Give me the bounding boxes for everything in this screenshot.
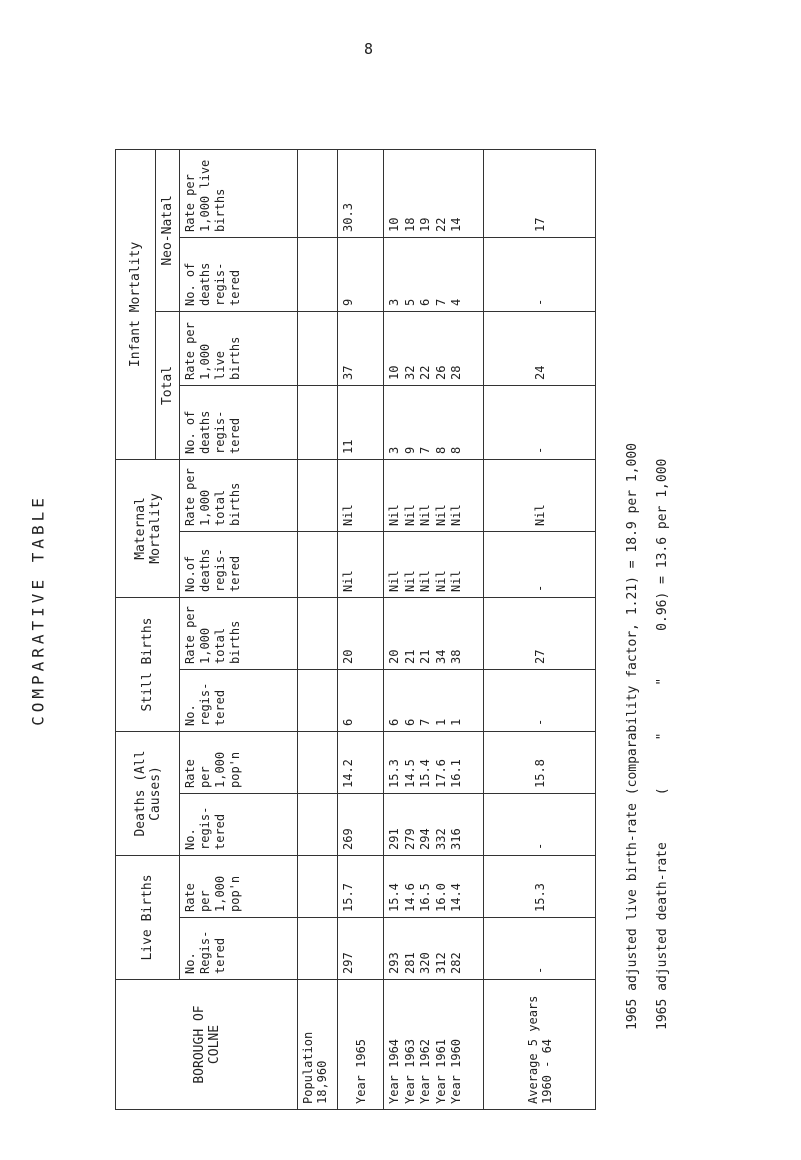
- current-it-rate: 37: [338, 311, 384, 385]
- cell-value: 294: [418, 828, 433, 850]
- cell-value: Nil: [387, 570, 401, 592]
- previous-mm-no: [384, 531, 484, 597]
- cell-value: 316: [449, 828, 464, 850]
- year-label: Year 1961: [433, 1038, 448, 1104]
- group-header-row: [116, 149, 156, 1109]
- cell-value: Nil: [449, 570, 464, 592]
- nn-rate-header: Rate per 1,000 live births: [180, 149, 298, 237]
- total-subgroup: Total: [156, 311, 180, 459]
- cell-value: 20: [387, 649, 401, 664]
- mm-no-header: No.of deaths regis-tered: [180, 531, 298, 597]
- year-label: Year 1963: [402, 1038, 417, 1104]
- column-header-row: [180, 149, 298, 1109]
- footnote-text: 1965 adjusted death-rate ( " " 0.96) = 13.6 per 1,000: [655, 458, 670, 1030]
- still-births-group: Still Births: [116, 597, 180, 731]
- cell-value: 21: [418, 649, 433, 664]
- previous-d-rate: [384, 732, 484, 794]
- current-d-no: 269: [338, 794, 384, 856]
- cell-value: 21: [402, 649, 417, 664]
- cell-value: 10: [387, 365, 401, 380]
- average-label: Average 5 years 1960 - 64: [484, 980, 596, 1110]
- cell-value: 10: [387, 217, 401, 232]
- cell-value: 3: [387, 298, 401, 306]
- cell-value: 282: [449, 952, 464, 974]
- it-no-header: No. of deaths regis-tered: [180, 385, 298, 459]
- cell-value: 332: [433, 828, 448, 850]
- cell-value: 14: [449, 217, 464, 232]
- cell-value: 293: [387, 952, 401, 974]
- cell-value: 6: [418, 298, 433, 306]
- cell-value: Nil: [449, 504, 464, 526]
- cell-value: Nil: [402, 504, 417, 526]
- cell-value: 16.1: [449, 759, 464, 788]
- previous-it-rate: [384, 311, 484, 385]
- average-lb-no: -: [484, 918, 596, 980]
- lb-rate-header: Rate per 1,000 pop'n: [180, 856, 298, 918]
- cell-value: 3: [387, 446, 401, 454]
- cell-value: 32: [402, 365, 417, 380]
- current-lb-no: 297: [338, 918, 384, 980]
- maternal-group: Maternal Mortality: [116, 459, 180, 597]
- current-sb-no: 6: [338, 670, 384, 732]
- cell-value: Nil: [418, 504, 433, 526]
- current-mm-no: Nil: [338, 531, 384, 597]
- page-title-text: COMPARATIVE TABLE: [28, 494, 48, 726]
- cell-value: 4: [449, 298, 464, 306]
- deaths-group: Deaths (All Causes): [116, 732, 180, 856]
- average-it-rate: 24: [484, 311, 596, 385]
- current-year-label: Year 1965: [338, 980, 384, 1110]
- cell-value: 1: [433, 718, 448, 726]
- d-no-header: No. regis-tered: [180, 794, 298, 856]
- page-number: 8: [364, 40, 374, 58]
- cell-value: 6: [402, 718, 417, 726]
- cell-value: 7: [418, 718, 433, 726]
- infant-group: Infant Mortality: [116, 149, 156, 459]
- cell-value: Nil: [433, 570, 448, 592]
- cell-value: 5: [402, 298, 417, 306]
- previous-nn-no: [384, 237, 484, 311]
- cell-value: 6: [387, 718, 401, 726]
- cell-value: 281: [402, 952, 417, 974]
- average-d-rate: 15.8: [484, 732, 596, 794]
- cell-value: 19: [418, 217, 433, 232]
- lb-no-header: No. Regis-tered: [180, 918, 298, 980]
- previous-nn-rate: [384, 149, 484, 237]
- live-births-group: Live Births: [116, 856, 180, 980]
- average-nn-no: -: [484, 237, 596, 311]
- cell-value: 1: [449, 718, 464, 726]
- previous-it-no: [384, 385, 484, 459]
- average-d-no: -: [484, 794, 596, 856]
- cell-value: 17.6: [433, 759, 448, 788]
- previous-lb-rate: [384, 856, 484, 918]
- cell-value: 22: [433, 217, 448, 232]
- previous-lb-no: [384, 918, 484, 980]
- cell-value: 28: [449, 365, 464, 380]
- sb-rate-header: Rate per 1,000 total births: [180, 597, 298, 669]
- average-sb-no: -: [484, 670, 596, 732]
- cell-value: 279: [402, 828, 417, 850]
- cell-value: Nil: [402, 570, 417, 592]
- average-mm-rate: Nil: [484, 459, 596, 531]
- d-rate-header: Rate per 1,000 pop'n: [180, 732, 298, 794]
- cell-value: 8: [433, 446, 448, 454]
- current-year-row: [338, 149, 384, 1109]
- cell-value: Nil: [387, 504, 401, 526]
- cell-value: 18: [402, 217, 417, 232]
- cell-value: 14.4: [449, 883, 464, 912]
- average-lb-rate: 15.3: [484, 856, 596, 918]
- cell-value: Nil: [433, 504, 448, 526]
- mm-rate-header: Rate per 1,000 total births: [180, 459, 298, 531]
- cell-value: 14.6: [402, 883, 417, 912]
- average-sb-rate: 27: [484, 597, 596, 669]
- population-row: [298, 149, 338, 1109]
- sb-no-header: No. regis-tered: [180, 670, 298, 732]
- year-label: Year 1964: [387, 1038, 401, 1104]
- current-nn-no: 9: [338, 237, 384, 311]
- current-d-rate: 14.2: [338, 732, 384, 794]
- year-label: Year 1960: [449, 1038, 464, 1104]
- table-stage: [115, 150, 595, 1110]
- cell-value: 15.4: [387, 883, 401, 912]
- cell-value: 8: [449, 446, 464, 454]
- neonatal-subgroup: Neo-Natal: [156, 149, 180, 311]
- current-nn-rate: 30.3: [338, 149, 384, 237]
- cell-value: 34: [433, 649, 448, 664]
- cell-value: 320: [418, 952, 433, 974]
- cell-value: 9: [402, 446, 417, 454]
- average-nn-rate: 17: [484, 149, 596, 237]
- cell-value: 7: [433, 298, 448, 306]
- previous-sb-no: [384, 670, 484, 732]
- cell-value: Nil: [418, 570, 433, 592]
- cell-value: 26: [433, 365, 448, 380]
- cell-value: 15.4: [418, 759, 433, 788]
- footnote-text: 1965 adjusted live birth-rate (comparability factor, 1.21) = 18.9 per 1,000: [625, 443, 640, 1030]
- cell-value: 7: [418, 446, 433, 454]
- previous-years-row: [384, 149, 484, 1109]
- nn-no-header: No. of deaths regis-tered: [180, 237, 298, 311]
- borough-header: BOROUGH OF COLNE: [116, 980, 298, 1110]
- current-it-no: 11: [338, 385, 384, 459]
- current-lb-rate: 15.7: [338, 856, 384, 918]
- previous-mm-rate: [384, 459, 484, 531]
- current-mm-rate: Nil: [338, 459, 384, 531]
- previous-years-labels: [384, 980, 484, 1110]
- year-label: Year 1962: [418, 1038, 433, 1104]
- cell-value: 15.3: [387, 759, 401, 788]
- cell-value: 291: [387, 828, 401, 850]
- it-rate-header: Rate per 1,000 live births: [180, 311, 298, 385]
- cell-value: 16.5: [418, 883, 433, 912]
- previous-d-no: [384, 794, 484, 856]
- cell-value: 38: [449, 649, 464, 664]
- cell-value: 16.0: [433, 883, 448, 912]
- comparative-table: [115, 149, 596, 1110]
- average-row: [484, 149, 596, 1109]
- cell-value: 312: [433, 952, 448, 974]
- current-sb-rate: 20: [338, 597, 384, 669]
- cell-value: 22: [418, 365, 433, 380]
- cell-value: 14.5: [402, 759, 417, 788]
- table-rotated: [115, 150, 595, 1110]
- average-mm-no: -: [484, 531, 596, 597]
- population-label: Population 18,960: [298, 980, 338, 1110]
- previous-sb-rate: [384, 597, 484, 669]
- average-it-no: -: [484, 385, 596, 459]
